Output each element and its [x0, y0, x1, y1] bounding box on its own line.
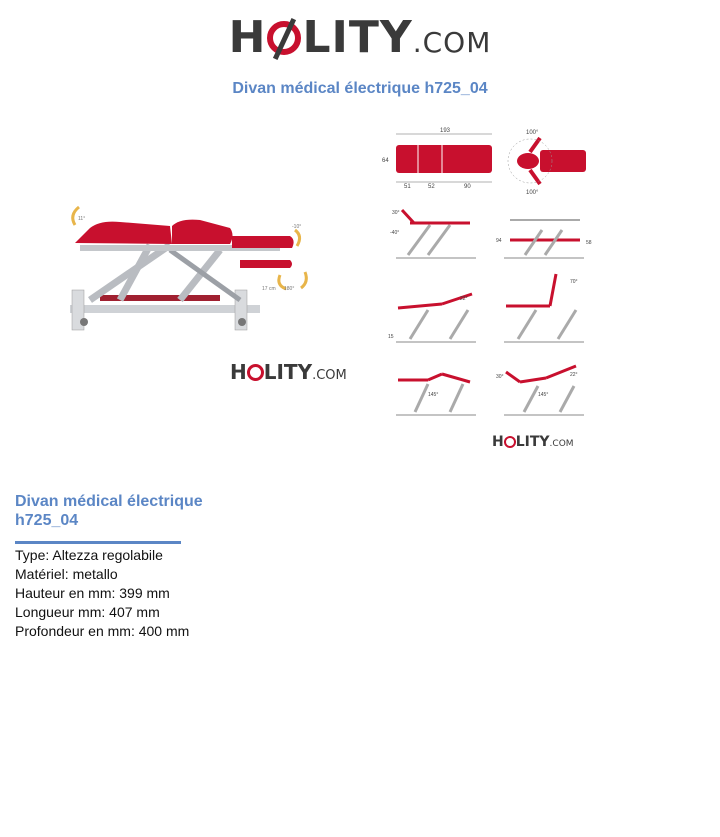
watermark-small-o-icon — [504, 436, 516, 448]
spec-type: Type: Altezza regolabile — [15, 547, 163, 563]
image-watermark-logo-small — [492, 434, 574, 450]
watermark-o-icon — [247, 364, 264, 381]
diag-a4: 15 — [388, 334, 394, 340]
dimension-drawing — [382, 128, 586, 196]
photo-label-d: 180° — [284, 286, 295, 292]
dim-top-length: 193 — [440, 128, 451, 134]
position-diagrams — [388, 210, 592, 415]
watermark-text-left: H — [230, 360, 247, 384]
dim-seg3: 90 — [464, 184, 471, 190]
diag-a3: 22° — [460, 296, 468, 302]
diag-a6: 145° — [428, 392, 439, 398]
diag-a1: 30° — [392, 210, 400, 216]
image-watermark-logo — [230, 360, 347, 384]
watermark-small-text-left: H — [492, 434, 504, 450]
diag-h-right: 58 — [586, 240, 592, 246]
product-image — [30, 110, 690, 465]
page-title: Divan médical électrique h725_04 — [232, 80, 488, 97]
dim-side-height: 64 — [382, 158, 389, 164]
photo-label-a: 11° — [78, 216, 86, 222]
diag-h-left: 94 — [496, 238, 502, 244]
dim-seg2: 52 — [428, 184, 435, 190]
logo-text-right: LITY — [302, 12, 413, 63]
watermark-suffix: .COM — [312, 368, 347, 383]
spec-material: Matériel: metallo — [15, 566, 118, 582]
table-photo — [70, 207, 306, 330]
spec-list — [15, 546, 189, 641]
spec-length: Longueur mm: 407 mm — [15, 604, 160, 620]
dim-angle-top: 100° — [526, 130, 539, 136]
watermark-small-text-right: LITY — [515, 434, 550, 450]
product-name: Divan médical électrique h725_04 — [15, 493, 203, 529]
photo-label-c: 17 cm — [262, 286, 276, 292]
spec-height: Hauteur en mm: 399 mm — [15, 585, 170, 601]
logo-suffix: .COM — [412, 26, 492, 59]
spec-depth: Profondeur en mm: 400 mm — [15, 623, 190, 639]
dim-angle-bottom: 100° — [526, 190, 539, 196]
dim-seg1: 51 — [404, 184, 411, 190]
diag-a8: 22° — [570, 372, 578, 378]
site-logo[interactable] — [0, 12, 720, 63]
logo-o-icon — [267, 21, 301, 55]
diag-a9: 145° — [538, 392, 549, 398]
logo-text-left: H — [228, 12, 267, 63]
section-divider — [15, 541, 181, 544]
diag-a7: 30° — [496, 374, 504, 380]
photo-label-b: -10° — [292, 224, 302, 230]
watermark-text-right: LITY — [263, 360, 313, 384]
diag-a2: -40° — [390, 230, 400, 236]
watermark-small-suffix: .COM — [549, 439, 574, 449]
diag-a5: 70° — [570, 279, 578, 285]
